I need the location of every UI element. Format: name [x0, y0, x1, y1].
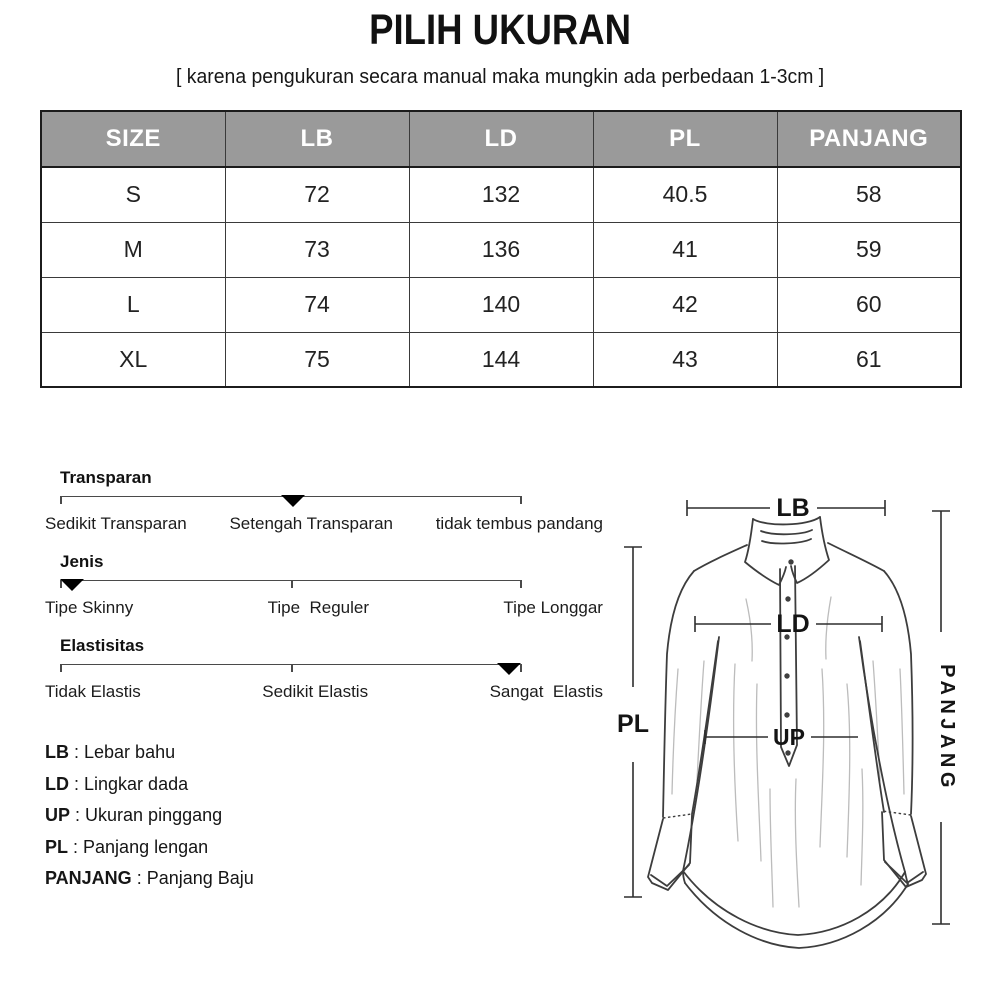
cell-size: L — [41, 277, 225, 332]
col-header-lb: LB — [225, 111, 409, 167]
scale-tick — [520, 496, 522, 504]
scale-track — [60, 664, 522, 676]
scale-title: Jenis — [60, 552, 104, 571]
legend-desc: Ukuran pinggang — [85, 805, 223, 825]
legend-separator: : — [69, 742, 85, 762]
diagram-label-lb: LB — [776, 494, 810, 522]
diagram-label-panjang: PANJANG — [936, 664, 958, 792]
legend-desc: Panjang Baju — [146, 868, 254, 888]
cell-size: XL — [41, 332, 225, 387]
scale-option: Setengah Transparan — [229, 514, 393, 533]
size-table — [40, 110, 962, 388]
legend-abbr: PL — [45, 836, 69, 857]
col-header-pl: PL — [593, 111, 777, 167]
table-row-s — [41, 167, 961, 222]
table-row-xl — [41, 332, 961, 387]
scale-title: Elastisitas — [60, 636, 145, 655]
scale-tick — [520, 580, 522, 588]
legend-abbr: UP — [45, 805, 71, 825]
cell-pl: 43 — [593, 332, 777, 387]
measurement-legend — [45, 737, 254, 895]
scale-labels — [45, 682, 603, 702]
legend-desc: Panjang lengan — [83, 836, 209, 857]
scale-elastisitas — [45, 636, 603, 702]
legend-separator: : — [68, 836, 84, 857]
scale-marker-triangle-icon — [497, 663, 521, 675]
cell-panjang: 60 — [777, 277, 961, 332]
cell-pl: 42 — [593, 277, 777, 332]
legend-item-panjang — [45, 863, 254, 895]
scale-labels — [45, 598, 603, 618]
scale-marker-triangle-icon — [60, 579, 84, 591]
scale-tick — [60, 664, 62, 672]
legend-abbr: LB — [45, 742, 69, 762]
cell-size: S — [41, 167, 225, 222]
scale-jenis — [45, 552, 603, 618]
cell-ld: 144 — [409, 332, 593, 387]
col-header-size: SIZE — [41, 111, 225, 167]
attribute-scales — [45, 468, 603, 720]
legend-desc: Lebar bahu — [84, 742, 176, 762]
scale-labels — [45, 514, 603, 534]
scale-transparan — [45, 468, 603, 534]
cell-lb: 75 — [225, 332, 409, 387]
scale-option: Sangat Elastis — [489, 682, 603, 701]
page-subtitle: [ karena pengukuran secara manual maka mungkin ada perbedaan 1-3cm ] — [175, 66, 825, 88]
scale-option: Tipe Reguler — [267, 598, 370, 617]
scale-option: Tidak Elastis — [45, 682, 141, 701]
cuff-stitch-right — [882, 811, 911, 815]
legend-desc: Lingkar dada — [84, 773, 189, 794]
size-table-header-row — [41, 111, 961, 167]
cell-ld: 140 — [409, 277, 593, 332]
legend-abbr: LD — [45, 773, 69, 794]
diagram-label-ld: LD — [776, 610, 810, 638]
cell-ld: 136 — [409, 222, 593, 277]
scale-option: Sedikit Elastis — [262, 682, 369, 701]
cell-panjang: 59 — [777, 222, 961, 277]
scale-track — [60, 580, 522, 592]
scale-tick — [291, 664, 293, 672]
legend-separator: : — [69, 773, 85, 794]
scale-option: Sedikit Transparan — [45, 514, 187, 533]
legend-item-ld — [45, 769, 254, 801]
diagram-label-pl: PL — [617, 710, 649, 738]
legend-separator: : — [70, 805, 86, 825]
cell-lb: 73 — [225, 222, 409, 277]
legend-item-lb — [45, 737, 254, 769]
legend-separator: : — [131, 868, 147, 888]
page-title: PILIH UKURAN — [369, 6, 631, 54]
cuff-stitch-left — [663, 814, 692, 818]
legend-abbr: PANJANG — [45, 868, 132, 888]
diagram-label-up: UP — [773, 724, 805, 750]
legend-item-pl — [45, 832, 254, 864]
cell-panjang: 58 — [777, 167, 961, 222]
scale-title: Transparan — [60, 468, 152, 487]
cell-pl: 40.5 — [593, 167, 777, 222]
legend-item-up — [45, 800, 254, 832]
table-row-l — [41, 277, 961, 332]
scale-option: Tipe Skinny — [45, 598, 134, 617]
cell-lb: 72 — [225, 167, 409, 222]
cell-lb: 74 — [225, 277, 409, 332]
cell-ld: 132 — [409, 167, 593, 222]
scale-tick — [291, 580, 293, 588]
scale-track — [60, 496, 522, 508]
cell-size: M — [41, 222, 225, 277]
col-header-ld: LD — [409, 111, 593, 167]
cell-pl: 41 — [593, 222, 777, 277]
scale-marker-triangle-icon — [281, 495, 305, 507]
table-row-m — [41, 222, 961, 277]
cell-panjang: 61 — [777, 332, 961, 387]
scale-option: tidak tembus pandang — [435, 514, 603, 533]
scale-option: Tipe Longgar — [503, 598, 603, 617]
col-header-panjang: PANJANG — [777, 111, 961, 167]
scale-tick — [60, 496, 62, 504]
shirt-measurement-diagram — [610, 468, 1000, 1000]
